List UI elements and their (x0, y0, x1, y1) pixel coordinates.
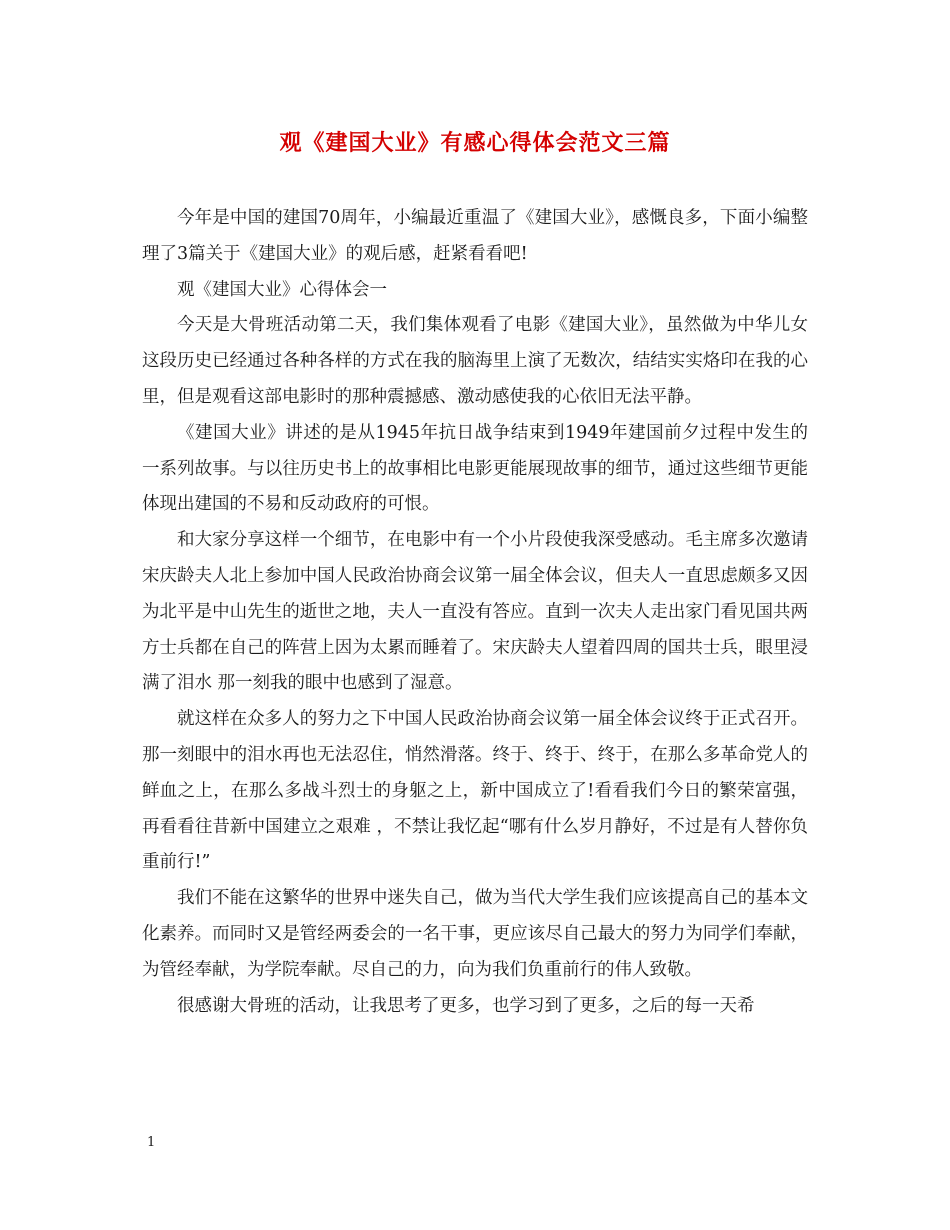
body-paragraph: 就这样在众多人的努力之下中国人民政治协商会议第一届全体会议终于正式召开。那一刻眼中的泪水再也无法忍住，悄然滑落。终于、终于、终于，在那么多革命党人的鲜血之上，在那么多战斗烈士的身躯之上，新中国成立了!看看我们今日的繁荣富强，再看看往昔新中国建立之艰难 ，不禁让我忆起“哪有什么岁月静好，不过是有人替你负重前行!” (142, 709, 808, 873)
document-body (142, 201, 808, 1024)
body-paragraph: 很感谢大骨班的活动，让我思考了更多，也学习到了更多，之后的每一天希 (177, 995, 755, 1016)
document-title: 观《建国大业》有感心得体会范文三篇 (279, 130, 671, 156)
body-paragraph: 《建国大业》讲述的是从1945年抗日战争结束到1949年建国前夕过程中发生的一系列故事。与以往历史书上的故事相比电影更能展现故事的细节，通过这些细节更能体现出建国的不易和反动政府的可恨。 (142, 422, 808, 515)
body-paragraph: 我们不能在这繁华的世界中迷失自己，做为当代大学生我们应该提高自己的基本文化素养。而同时又是管经两委会的一名干事，更应该尽自己最大的努力为同学们奉献，为管经奉献，为学院奉献。尽自己的力，向为我们负重前行的伟人致敬。 (142, 888, 808, 980)
section-heading: 观《建国大业》心得体会一 (177, 279, 387, 300)
page-number: 1 (147, 1135, 156, 1150)
body-paragraph: 今天是大骨班活动第二天，我们集体观看了电影《建国大业》，虽然做为中华儿女这段历史已经通过各种各样的方式在我的脑海里上演了无数次，结结实实烙印在我的心里，但是观看这部电影时的那种震撼感、激动感使我的心依旧无法平静。 (142, 315, 808, 407)
body-paragraph: 和大家分享这样一个细节，在电影中有一个小片段使我深受感动。毛主席多次邀请宋庆龄夫人北上参加中国人民政治协商会议第一届全体会议，但夫人一直思虑颇多又因为北平是中山先生的逝世之地，夫人一直没有答应。直到一次夫人走出家门看见国共两方士兵都在自己的阵营上因为太累而睡着了。宋庆龄夫人望着四周的国共士兵，眼里浸满了泪水 那一刻我的眼中也感到了湿意。 (142, 530, 808, 694)
intro-paragraph: 今年是中国的建国70周年，小编最近重温了《建国大业》，感慨良多，下面小编整理了3篇关于《建国大业》的观后感，赶紧看看吧! (142, 208, 808, 264)
